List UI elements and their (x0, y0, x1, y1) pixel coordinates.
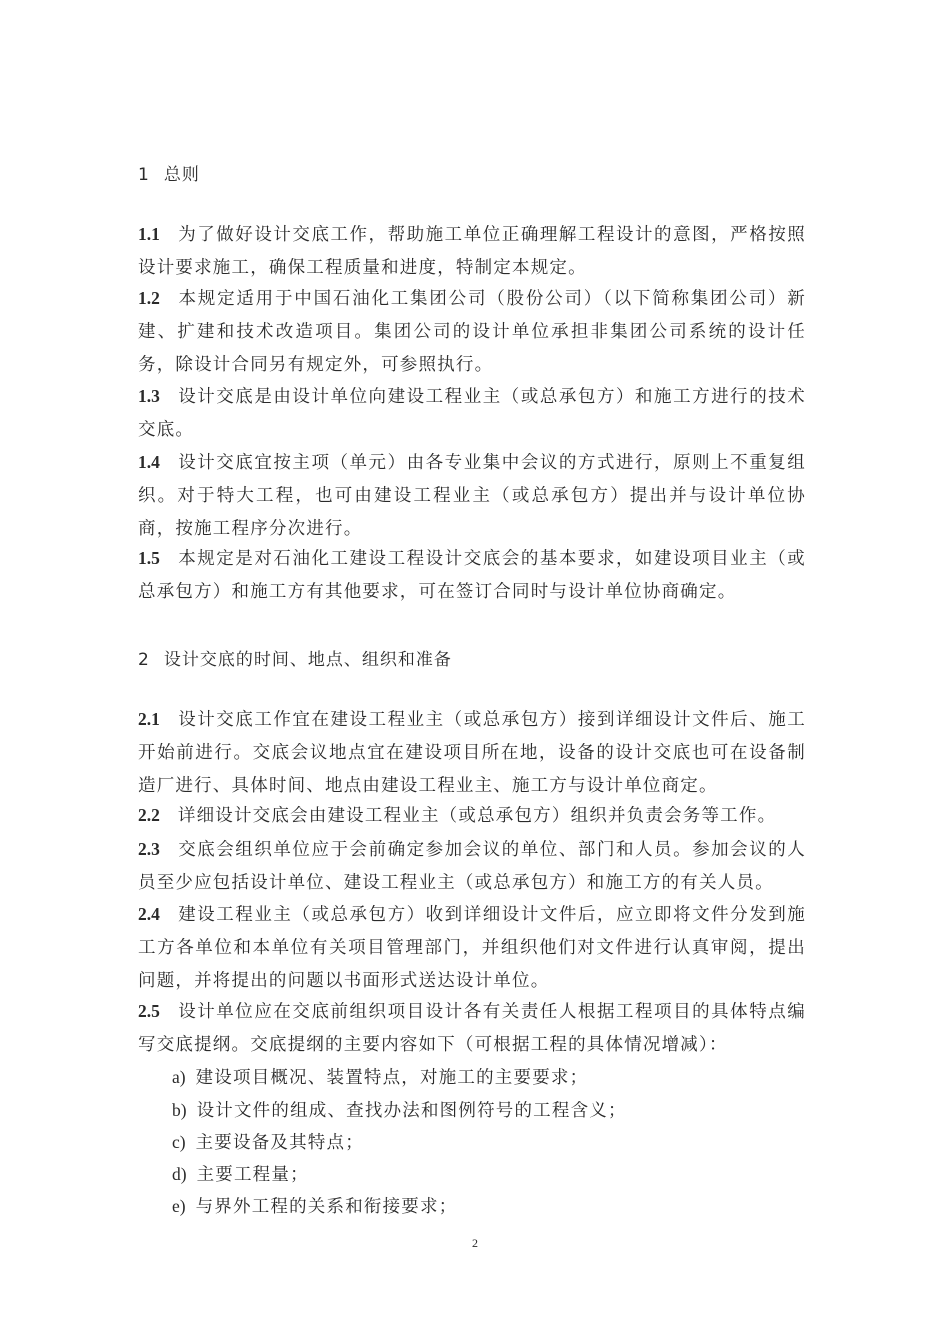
paragraph-2-1 (138, 703, 806, 803)
paragraph-text: 本规定适用于中国石油化工集团公司（股份公司）（以下简称集团公司）新建、扩建和技术改造项目。集团公司的设计单位承担非集团公司系统的设计任务，除设计合同另有规定外，可参照执行。 (138, 289, 806, 375)
list-text: 与界外工程的关系和衔接要求； (195, 1197, 458, 1217)
list-item-e (172, 1193, 457, 1218)
paragraph-2-5 (138, 995, 806, 1062)
list-item-c (172, 1129, 364, 1154)
paragraph-number: 1.3 (138, 386, 160, 406)
section-2-title (138, 645, 452, 670)
paragraph-text: 设计交底是由设计单位向建设工程业主（或总承包方）和施工方进行的技术交底。 (138, 387, 806, 440)
paragraph-text: 设计交底工作宜在建设工程业主（或总承包方）接到详细设计文件后、施工开始前进行。交底会议地点宜在建设项目所在地，设备的设计交底也可在设备制造厂进行、具体时间、地点由建设工程业主、施工方与设计单位商定。 (138, 710, 806, 796)
paragraph-1-1 (138, 218, 806, 285)
paragraph-2-2 (138, 799, 806, 833)
paragraph-number: 1.5 (138, 548, 160, 568)
paragraph-number: 2.3 (138, 839, 160, 859)
list-label: a) (172, 1067, 186, 1087)
list-item-b (172, 1097, 627, 1122)
list-text: 主要设备及其特点； (195, 1133, 364, 1153)
paragraph-number: 2.4 (138, 904, 160, 924)
paragraph-number: 1.1 (138, 224, 160, 244)
section-number: 2 (138, 650, 150, 670)
paragraph-text: 交底会组织单位应于会前确定参加会议的单位、部门和人员。参加会议的人员至少应包括设计单位、建设工程业主（或总承包方）和施工方的有关人员。 (138, 840, 806, 893)
list-label: c) (172, 1132, 186, 1152)
list-label: e) (172, 1196, 186, 1216)
paragraph-2-4 (138, 898, 806, 998)
list-text: 主要工程量； (196, 1165, 309, 1185)
paragraph-2-3 (138, 833, 806, 900)
paragraph-number: 2.2 (138, 805, 160, 825)
section-number: 1 (138, 165, 150, 185)
paragraph-text: 建设工程业主（或总承包方）收到详细设计文件后，应立即将文件分发到施工方各单位和本单位有关项目管理部门，并组织他们对文件进行认真审阅，提出问题，并将提出的问题以书面形式送达设计单位。 (138, 905, 806, 991)
list-text: 建设项目概况、装置特点，对施工的主要要求； (195, 1068, 589, 1088)
paragraph-1-4 (138, 446, 806, 546)
paragraph-text: 设计交底宜按主项（单元）由各专业集中会议的方式进行，原则上不重复组织。对于特大工程，也可由建设工程业主（或总承包方）提出并与设计单位协商，按施工程序分次进行。 (138, 453, 806, 539)
list-label: b) (172, 1100, 187, 1120)
paragraph-text: 详细设计交底会由建设工程业主（或总承包方）组织并负责会务等工作。 (177, 806, 777, 826)
list-item-a (172, 1064, 588, 1089)
section-title-text: 设计交底的时间、地点、组织和准备 (163, 650, 452, 670)
list-text: 设计文件的组成、查找办法和图例符号的工程含义； (196, 1101, 627, 1121)
section-1-title (138, 160, 200, 185)
paragraph-number: 2.1 (138, 709, 160, 729)
paragraph-number: 1.4 (138, 452, 160, 472)
paragraph-number: 2.5 (138, 1001, 160, 1021)
paragraph-text: 本规定是对石油化工建设工程设计交底会的基本要求，如建设项目业主（或总承包方）和施工方有其他要求，可在签订合同时与设计单位协商确定。 (138, 549, 806, 602)
paragraph-number: 1.2 (138, 288, 160, 308)
list-item-d (172, 1161, 309, 1186)
paragraph-1-2 (138, 282, 806, 382)
section-title-text: 总则 (163, 165, 200, 185)
list-label: d) (172, 1164, 187, 1184)
paragraph-text: 为了做好设计交底工作，帮助施工单位正确理解工程设计的意图，严格按照设计要求施工，确保工程质量和进度，特制定本规定。 (138, 225, 806, 278)
page-number: 2 (472, 1236, 478, 1250)
paragraph-text: 设计单位应在交底前组织项目设计各有关责任人根据工程项目的具体特点编写交底提纲。交底提纲的主要内容如下（可根据工程的具体情况增减）： (138, 1002, 806, 1055)
paragraph-1-5 (138, 542, 806, 609)
paragraph-1-3 (138, 380, 806, 447)
